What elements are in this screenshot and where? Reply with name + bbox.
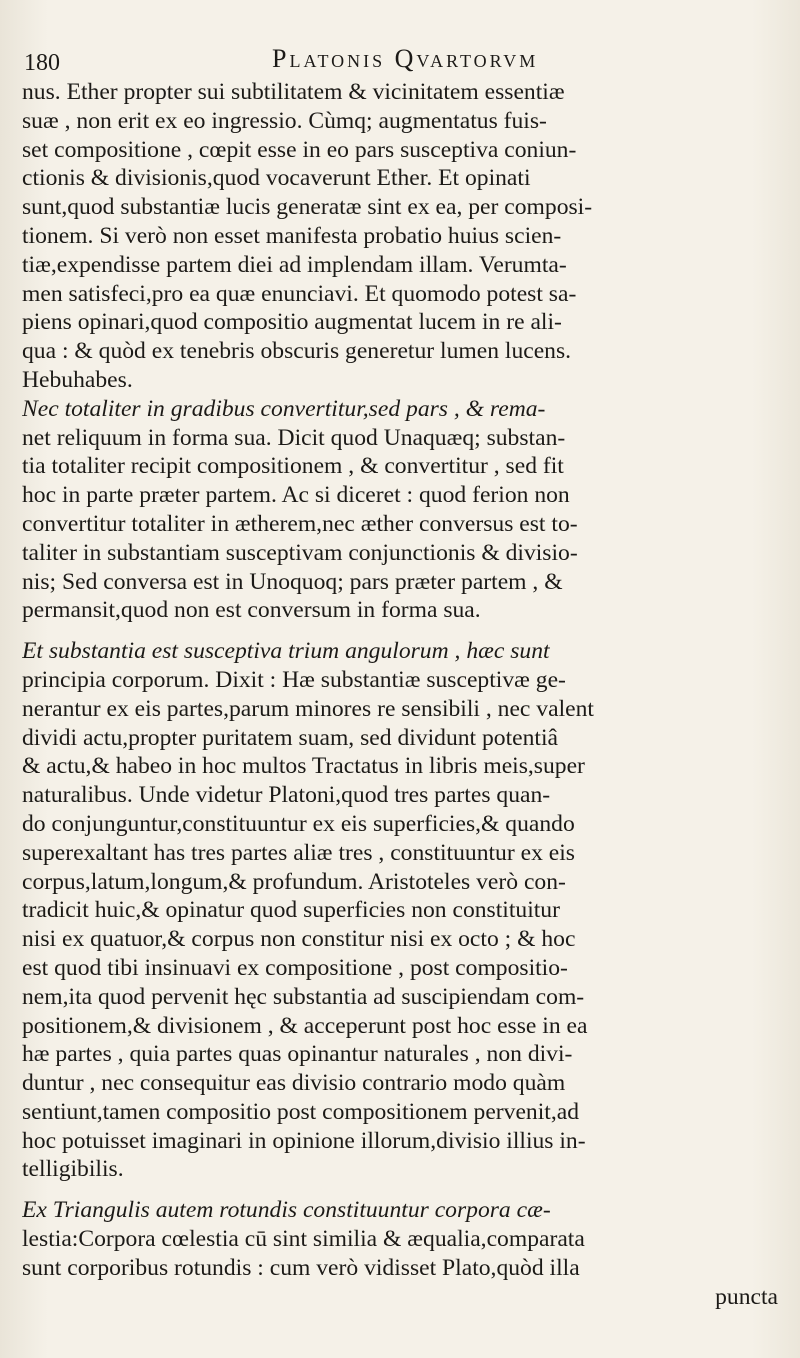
text-line: nisi ex quatuor,& corpus non constitur nisi ex octo ; & hoc — [22, 926, 576, 953]
text-line: hoc in parte præter partem. Ac si diceret : quod ferion non — [22, 482, 570, 509]
text-line: taliter in substantiam susceptivam conjunctionis & divisio- — [22, 539, 578, 566]
text-line: tradicit huic,& opinatur quod superficies non constituitur — [22, 897, 560, 924]
text-line: tionem. Si verò non esset manifesta probatio huius scien- — [22, 222, 562, 249]
text-line: sunt corporibus rotundis : cum verò vidisset Plato,quòd illa — [22, 1254, 580, 1281]
text-line: telligibilis. — [22, 1156, 124, 1183]
text-line: lestia:Corpora cœlestia cū sint similia & æqualia,comparata — [22, 1226, 585, 1253]
text-line: & actu,& habeo in hoc multos Tractatus in libris meis,super — [22, 753, 585, 780]
text-line: set compositione , cœpit esse in eo pars susceptiva coniun- — [22, 136, 577, 163]
text-line: sunt,quod substantiæ lucis generatæ sint ex ea, per composi- — [22, 194, 593, 221]
text-line: permansit,quod non est conversum in forma sua. — [22, 597, 481, 624]
text-line: positionem,& divisionem , & acceperunt post hoc esse in ea — [22, 1012, 588, 1039]
text-line: piens opinari,quod compositio augmentat lucem in re ali- — [22, 309, 562, 336]
text-line: corpus,latum,longum,& profundum. Aristoteles verò con- — [22, 868, 566, 895]
text-line: ctionis & divisionis,quod vocaverunt Ether. Et opinati — [22, 165, 531, 192]
text-line: principia corporum. Dixit : Hæ substantiæ susceptivæ ge- — [22, 666, 566, 693]
text-line: hoc potuisset imaginari in opinione illorum,divisio illius in- — [22, 1127, 586, 1154]
lemma-line: Nec totaliter in gradibus convertitur,sed pars , & rema- — [22, 395, 546, 422]
lemma-line: Ex Triangulis autem rotundis constituuntur corpora cæ- — [22, 1197, 551, 1224]
catchword: puncta — [715, 1283, 778, 1310]
text-line: do conjunguntur,constituuntur ex eis superficies,& quando — [22, 810, 575, 837]
text-line: sentiunt,tamen compositio post compositionem pervenit,ad — [22, 1098, 579, 1125]
text-line: dividi actu,propter puritatem suam, sed dividunt potentiâ — [22, 724, 558, 751]
text-line: net reliquum in forma sua. Dicit quod Unaquæq; substan- — [22, 424, 566, 451]
page-number: 180 — [24, 50, 60, 76]
text-line: tia totaliter recipit compositionem , & convertitur , sed fit — [22, 453, 564, 480]
text-line: naturalibus. Unde videtur Platoni,quod tres partes quan- — [22, 782, 551, 809]
running-title: Platonis Qvartorvm — [272, 44, 539, 73]
text-line: est quod tibi insinuavi ex compositione , post compositio- — [22, 954, 568, 981]
text-line: qua : & quòd ex tenebris obscuris generetur lumen lucens. — [22, 338, 572, 365]
text-line: convertitur totaliter in ætherem,nec æther conversus est to- — [22, 510, 578, 537]
body-text — [22, 78, 786, 1311]
paragraph-gap — [22, 625, 786, 637]
text-line: suæ , non erit ex eo ingressio. Cùmq; augmentatus fuis- — [22, 107, 547, 134]
page-header — [22, 44, 786, 78]
text-line: nis; Sed conversa est in Unoquoq; pars præter partem , & — [22, 568, 563, 595]
paragraph-gap — [22, 1184, 786, 1196]
lemma-line: Et substantia est susceptiva trium angulorum , hæc sunt — [22, 638, 550, 665]
text-line: nerantur ex eis partes,parum minores re sensibili , nec valent — [22, 695, 594, 722]
text-line: duntur , nec consequitur eas divisio contrario modo quàm — [22, 1070, 566, 1097]
text-line: hæ partes , quia partes quas opinantur naturales , non divi- — [22, 1041, 573, 1068]
text-line: tiæ,expendisse partem diei ad implendam illam. Verumta- — [22, 251, 567, 278]
text-line: men satisfeci,pro ea quæ enunciavi. Et quomodo potest sa- — [22, 280, 577, 307]
text-line: nem,ita quod pervenit hęc substantia ad suscipiendam com- — [22, 983, 585, 1010]
text-line: Hebuhabes. — [22, 366, 133, 393]
text-line: nus. Ether propter sui subtilitatem & vicinitatem essentiæ — [22, 79, 565, 105]
text-line: superexaltant has tres partes aliæ tres , constituuntur ex eis — [22, 839, 575, 866]
